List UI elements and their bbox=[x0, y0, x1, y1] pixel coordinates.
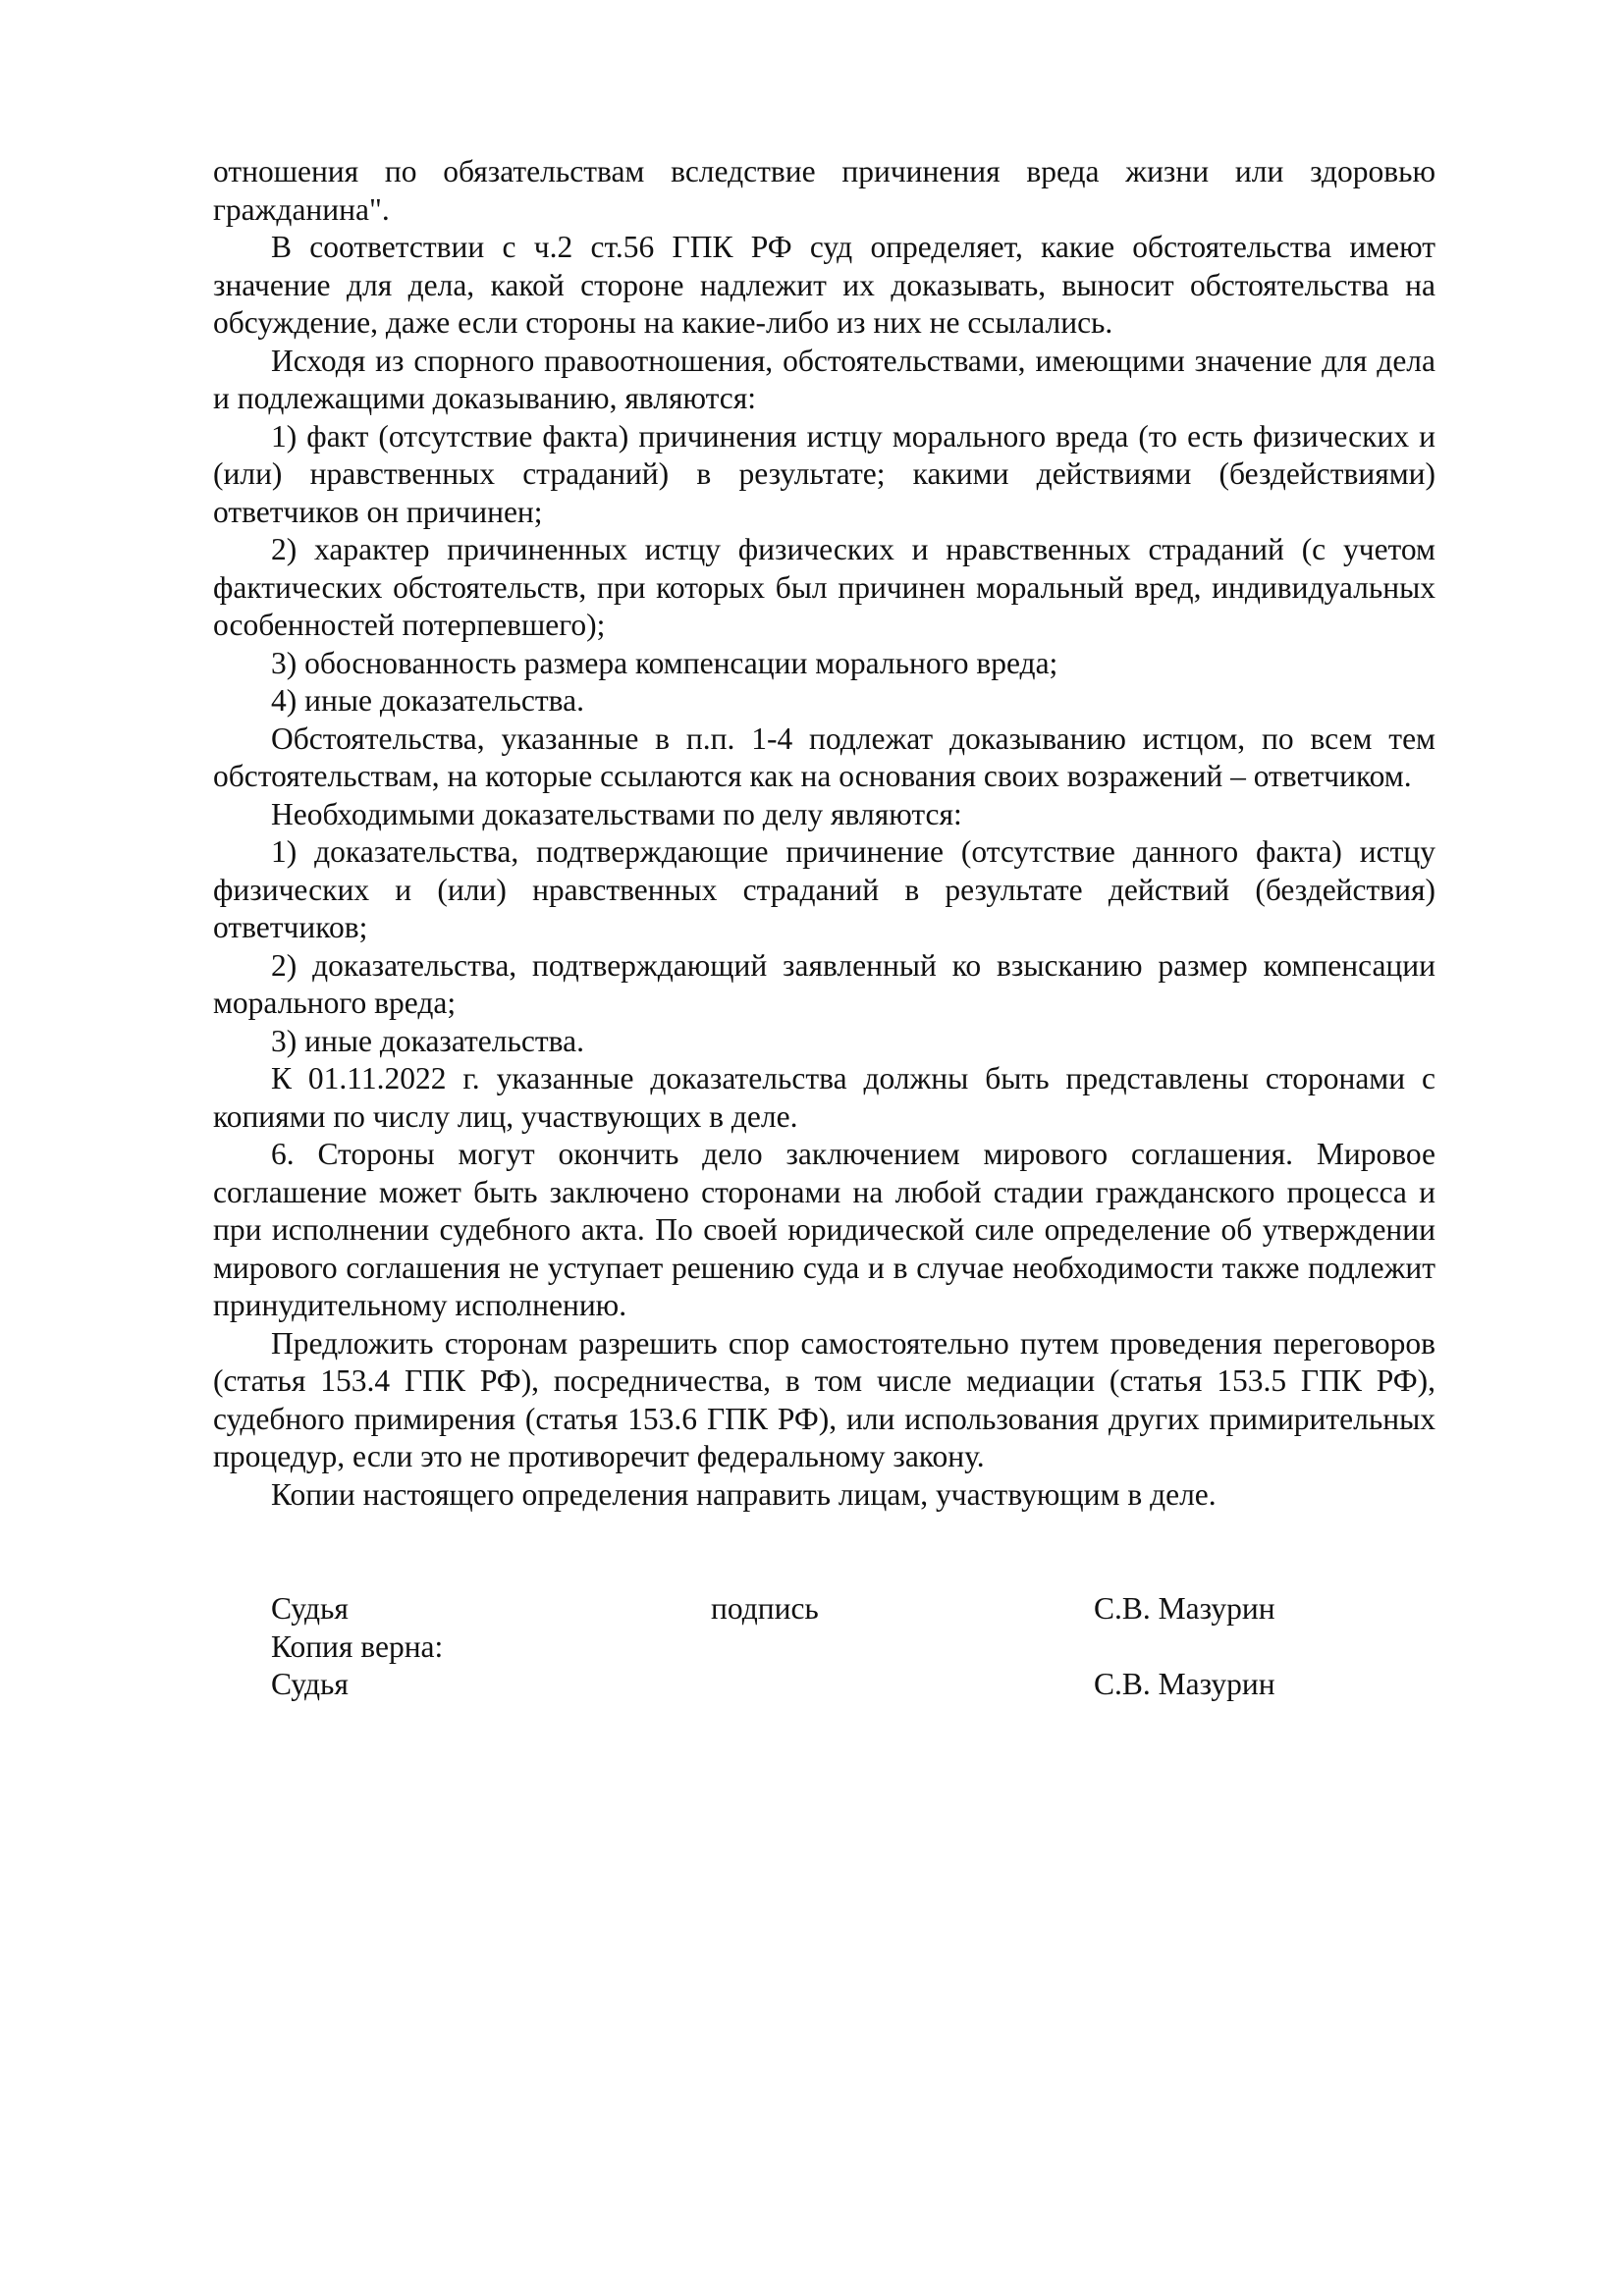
signature-block bbox=[271, 1590, 1351, 1704]
paragraph: К 01.11.2022 г. указанные доказательства должны быть представлены сторонами с копиями по числу лиц, участвующих в деле. bbox=[213, 1061, 1435, 1134]
paragraph: отношения по обязательствам вследствие причинения вреда жизни или здоровью гражданина". bbox=[213, 154, 1435, 227]
paragraph: 3) иные доказательства. bbox=[271, 1023, 584, 1058]
paragraph: 2) доказательства, подтверждающий заявленный ко взысканию размер компенсации морального вреда; bbox=[213, 947, 1435, 1020]
paragraph: 2) характер причиненных истцу физических и нравственных страданий (с учетом фактических обстоятельств, при которых был причинен моральный вред, индивидуальных особенностей потерпевшего); bbox=[213, 532, 1435, 642]
paragraph: 4) иные доказательства. bbox=[271, 683, 584, 718]
copy-label: Копия верна: bbox=[271, 1629, 444, 1664]
judge-name-2: С.В. Мазурин bbox=[1094, 1667, 1275, 1701]
paragraph: 6. Стороны могут окончить дело заключением мирового соглашения. Мировое соглашение может быть заключено сторонами на любой стадии гражданского процесса и при исполнении судебного акта. По своей юридической силе определение об утверждении мирового соглашения не уступает решению суда и в случае необходимости также подлежит принудительному исполнению. bbox=[213, 1137, 1435, 1322]
copy-row bbox=[271, 1629, 1351, 1667]
paragraph: Необходимыми доказательствами по делу являются: bbox=[271, 796, 962, 831]
document-body bbox=[213, 153, 1435, 1514]
signature-note: подпись bbox=[711, 1591, 819, 1626]
judge-label-2: Судья bbox=[271, 1667, 349, 1701]
judge-name: С.В. Мазурин bbox=[1094, 1591, 1275, 1626]
paragraph: Копии настоящего определения направить лицам, участвующим в деле. bbox=[271, 1476, 1217, 1512]
paragraph: 1) факт (отсутствие факта) причинения истцу морального вреда (то есть физических и (или) нравственных страданий) в результате; какими действиями (бездействиями) ответчиков он причинен; bbox=[213, 418, 1435, 529]
signature-row-2 bbox=[271, 1666, 1351, 1704]
paragraph: В соответствии с ч.2 ст.56 ГПК РФ суд определяет, какие обстоятельства имеют значение для дела, какой стороне надлежит их доказывать, выносит обстоятельства на обсуждение, даже если стороны на какие-либо из них не ссылались. bbox=[213, 230, 1435, 340]
paragraph: Предложить сторонам разрешить спор самостоятельно путем проведения переговоров (статья 153.4 ГПК РФ), посредничества, в том числе медиации (статья 153.5 ГПК РФ), судебного примирения (статья 153.6 ГПК РФ), или использования других примирительных процедур, если это не противоречит федеральному закону. bbox=[213, 1325, 1435, 1473]
signature-row bbox=[271, 1590, 1351, 1629]
paragraph: 1) доказательства, подтверждающие причинение (отсутствие данного факта) истцу физических и (или) нравственных страданий в результате действий (бездействия) ответчиков; bbox=[213, 834, 1435, 944]
paragraph: Обстоятельства, указанные в п.п. 1-4 подлежат доказыванию истцом, по всем тем обстоятельствам, на которые ссылаются как на основания своих возражений – ответчиком. bbox=[213, 721, 1435, 793]
judge-label: Судья bbox=[271, 1591, 349, 1626]
paragraph: 3) обоснованность размера компенсации морального вреда; bbox=[271, 645, 1058, 680]
paragraph: Исходя из спорного правоотношения, обстоятельствами, имеющими значение для дела и подлежащими доказыванию, являются: bbox=[213, 343, 1435, 415]
